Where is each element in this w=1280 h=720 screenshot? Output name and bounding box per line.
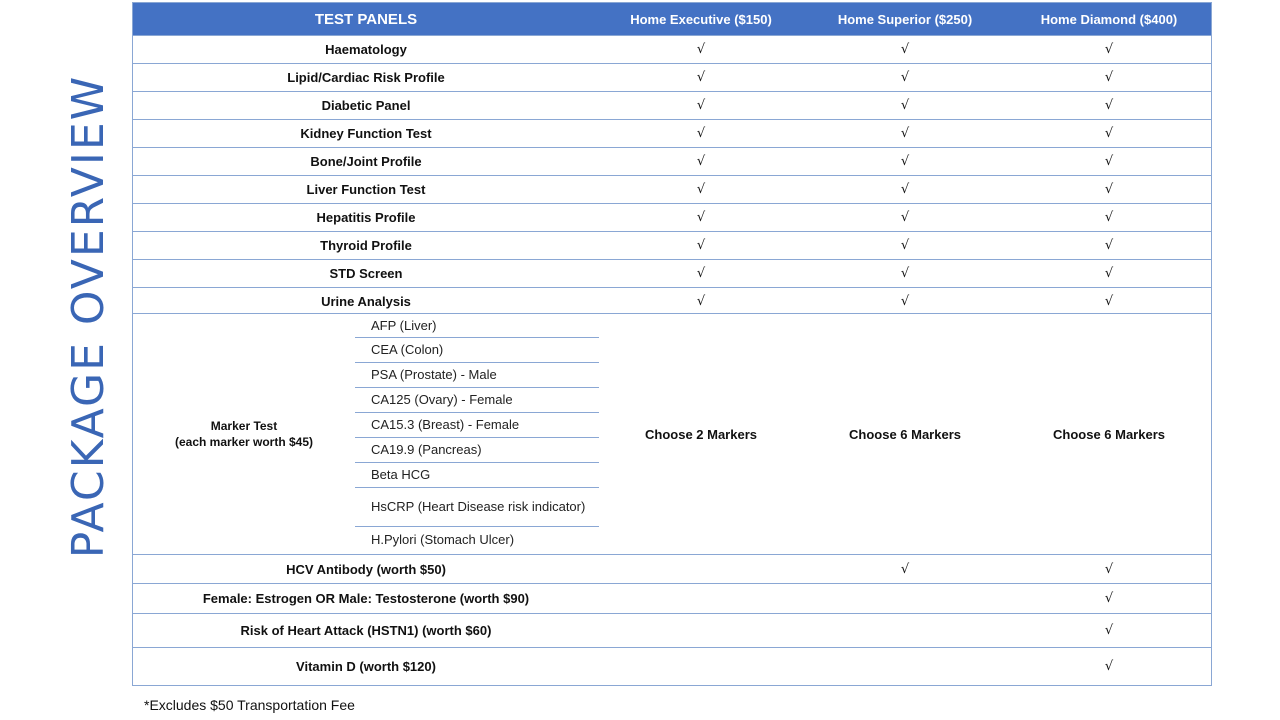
executive-check: √ bbox=[696, 182, 706, 197]
table-row bbox=[133, 203, 1211, 231]
table-row bbox=[133, 63, 1211, 91]
table-row bbox=[133, 35, 1211, 63]
superior-check: √ bbox=[900, 70, 910, 85]
executive-check: √ bbox=[696, 210, 706, 225]
diamond-check: √ bbox=[1104, 182, 1114, 197]
superior-check: √ bbox=[900, 210, 910, 225]
panel-name: Bone/Joint Profile bbox=[310, 154, 422, 169]
executive-check bbox=[599, 648, 803, 685]
diamond-check: √ bbox=[1104, 294, 1114, 309]
superior-check: √ bbox=[900, 154, 910, 169]
marker-test-row bbox=[133, 313, 1211, 554]
marker-item: Beta HCG bbox=[355, 463, 599, 488]
package-table bbox=[132, 2, 1212, 686]
diamond-check: √ bbox=[1104, 238, 1114, 253]
table-row bbox=[133, 647, 1211, 685]
executive-check: √ bbox=[696, 98, 706, 113]
superior-check: √ bbox=[900, 294, 910, 309]
panel-name: Risk of Heart Attack (HSTN1) (worth $60) bbox=[240, 623, 492, 638]
table-row bbox=[133, 259, 1211, 287]
marker-item: CEA (Colon) bbox=[355, 338, 599, 363]
superior-check: √ bbox=[900, 238, 910, 253]
header-home-executive: Home Executive ($150) bbox=[630, 11, 772, 27]
table-row bbox=[133, 91, 1211, 119]
executive-check: √ bbox=[696, 126, 706, 141]
diamond-check: √ bbox=[1104, 659, 1114, 674]
diamond-check: √ bbox=[1104, 70, 1114, 85]
table-row bbox=[133, 119, 1211, 147]
diamond-check: √ bbox=[1104, 561, 1114, 577]
executive-check: √ bbox=[696, 294, 706, 309]
superior-check bbox=[803, 614, 1007, 647]
package-overview-title: PACKAGE OVERVIEW bbox=[63, 74, 115, 558]
diamond-check: √ bbox=[1104, 591, 1114, 606]
table-header-row bbox=[133, 3, 1211, 35]
table-row bbox=[133, 554, 1211, 583]
side-title bbox=[62, 74, 116, 558]
header-home-superior: Home Superior ($250) bbox=[837, 11, 973, 27]
marker-executive-choice: Choose 2 Markers bbox=[645, 426, 757, 442]
panel-name: Female: Estrogen OR Male: Testosterone (worth $90) bbox=[202, 591, 530, 606]
footnote: *Excludes $50 Transportation Fee bbox=[144, 697, 355, 713]
panel-name: Diabetic Panel bbox=[321, 98, 411, 113]
marker-diamond-choice: Choose 6 Markers bbox=[1053, 426, 1165, 442]
superior-check: √ bbox=[900, 182, 910, 197]
marker-test-label bbox=[133, 314, 355, 554]
marker-test-note: (each marker worth $45) bbox=[174, 435, 314, 449]
marker-list bbox=[355, 314, 599, 554]
panel-name: Kidney Function Test bbox=[300, 126, 432, 141]
diamond-check: √ bbox=[1104, 126, 1114, 141]
table-row bbox=[133, 583, 1211, 613]
executive-check: √ bbox=[696, 42, 706, 57]
executive-check: √ bbox=[696, 238, 706, 253]
diamond-check: √ bbox=[1104, 623, 1114, 638]
marker-item: PSA (Prostate) - Male bbox=[355, 363, 599, 388]
panel-name: Urine Analysis bbox=[321, 294, 411, 309]
panel-name: Haematology bbox=[325, 42, 407, 57]
executive-check bbox=[599, 555, 803, 583]
table-row bbox=[133, 613, 1211, 647]
panel-name: Liver Function Test bbox=[306, 182, 426, 197]
executive-check: √ bbox=[696, 154, 706, 169]
table-row bbox=[133, 231, 1211, 259]
panel-name: Lipid/Cardiac Risk Profile bbox=[287, 70, 445, 85]
diamond-check: √ bbox=[1104, 154, 1114, 169]
diamond-check: √ bbox=[1104, 266, 1114, 281]
panel-name: Hepatitis Profile bbox=[316, 210, 416, 225]
panel-name: Vitamin D (worth $120) bbox=[296, 659, 436, 674]
executive-check: √ bbox=[696, 70, 706, 85]
marker-item: H.Pylori (Stomach Ulcer) bbox=[371, 532, 515, 547]
superior-check: √ bbox=[900, 42, 910, 57]
superior-check: √ bbox=[900, 266, 910, 281]
marker-item: CA15.3 (Breast) - Female bbox=[355, 413, 599, 438]
marker-item: CA125 (Ovary) - Female bbox=[355, 388, 599, 413]
diamond-check: √ bbox=[1104, 98, 1114, 113]
diamond-check: √ bbox=[1104, 42, 1114, 57]
superior-check: √ bbox=[900, 561, 910, 577]
marker-item: CA19.9 (Pancreas) bbox=[355, 438, 599, 463]
header-home-diamond: Home Diamond ($400) bbox=[1040, 11, 1178, 27]
marker-superior-choice: Choose 6 Markers bbox=[849, 426, 961, 442]
panel-name: Thyroid Profile bbox=[320, 238, 412, 253]
marker-test-title: Marker Test bbox=[210, 419, 278, 433]
superior-check bbox=[803, 584, 1007, 613]
header-test-panels: TEST PANELS bbox=[314, 10, 418, 28]
panel-name: STD Screen bbox=[329, 266, 403, 281]
panel-name: HCV Antibody (worth $50) bbox=[286, 561, 446, 577]
marker-item: HsCRP (Heart Disease risk indicator) bbox=[355, 488, 599, 527]
diamond-check: √ bbox=[1104, 210, 1114, 225]
executive-check: √ bbox=[696, 266, 706, 281]
superior-check: √ bbox=[900, 126, 910, 141]
marker-item: AFP (Liver) bbox=[355, 314, 599, 338]
superior-check: √ bbox=[900, 98, 910, 113]
table-row bbox=[133, 287, 1211, 315]
table-row bbox=[133, 147, 1211, 175]
executive-check bbox=[599, 614, 803, 647]
table-row bbox=[133, 175, 1211, 203]
superior-check bbox=[803, 648, 1007, 685]
executive-check bbox=[599, 584, 803, 613]
